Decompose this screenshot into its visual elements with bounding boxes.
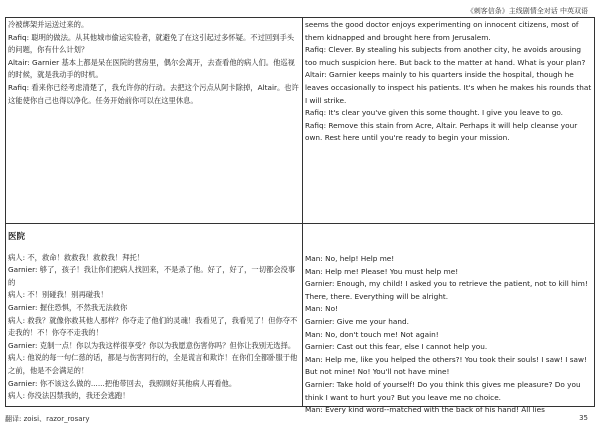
top-right-cell xyxy=(305,19,594,222)
line: 病人: 救我？就像你救其他人那样？你夺走了他们的灵魂！我看见了，我看见了！但你夺不走我的！不！你夺不走我的！ xyxy=(8,315,298,338)
top-left-cell xyxy=(8,19,300,222)
line: 病人: 不，救命！救救我！救救我！拜托！ xyxy=(8,252,145,262)
line: 冷被绑架并运送过来的。 xyxy=(8,20,89,29)
line: Garnier: Take hold of yourself! Do you think this gives me pleasure? Do you think I want to hurt you? But you leave me no choice. xyxy=(305,379,581,402)
line: 病人: 不！别碰我！别再碰我！ xyxy=(8,290,108,300)
row-divider xyxy=(6,223,594,224)
line: seems the good doctor enjoys experimenting on innocent citizens, most of them kidnapped and brought here from Jerusalem. xyxy=(305,20,579,42)
document-footer xyxy=(5,414,588,424)
title-spacer xyxy=(305,241,594,253)
line: Altair: Garnier keeps mainly to his quarters inside the hospital, though he leaves occasionally to inspect his patients. It's when he makes his rounds that I will strike. xyxy=(305,70,592,105)
line: Garnier: Enough, my child! I asked you to retrieve the patient, not to kill him! There, there. Everything will be alright. xyxy=(305,279,588,301)
line: Man: Help me, like you helped the others?! You took their souls! I saw! I saw! But not mine! No! You'll not have mine! xyxy=(305,354,587,377)
section-title: 医院 xyxy=(8,232,26,242)
line: Man: No, help! Help me! xyxy=(305,254,395,263)
line: Garnier: Give me your hand. xyxy=(305,316,409,326)
line: Rafiq: Clever. By stealing his subjects from another city, he avoids arousing too much suspicion here. But back to the matter at hand. What is your plan? xyxy=(305,45,586,67)
title-spacer xyxy=(305,225,594,241)
line: 病人: 他说的每一句仁慈的话，都是与伤害同行的，全是谎言和欺诈！在你们全都卧服于他之前，他是不会满足的！ xyxy=(8,353,298,375)
line: Garnier: 你不该这么做的......把他带回去，我照顾好其他病人再看他。 xyxy=(8,378,237,388)
page-number: 35 xyxy=(579,414,588,422)
translator-credit: 翻译: zoisi、razor_rosary xyxy=(5,415,90,423)
line: Rafiq: Remove this stain from Acre, Altair. Perhaps it will help cleanse your own. Rest here until you're ready to begin your mission. xyxy=(305,120,578,143)
dialogue-table xyxy=(5,17,595,415)
line: Garnier: 够了，孩子！我让你们把病人找回来，不是杀了他。好了，好了，一切都会没事的 xyxy=(8,265,296,287)
line: Man: Help me! Please! You must help me! xyxy=(305,266,459,276)
line: Garnier: 克制一点！你以为我这样很享受？你以为我愿意伤害你吗？但你让我别无选择。 xyxy=(8,340,296,350)
bottom-left-cell xyxy=(8,225,300,406)
line: Rafiq: 聪明的做法。从其他城市偷运实验者，就避免了在这引起过多怀疑。不过回到手头的问题，你有什么计划？ xyxy=(8,32,295,55)
bottom-right-cell xyxy=(305,225,594,415)
line: Rafiq: 看来你已经考虑清楚了，我允许你的行动。去把这个污点从阿卡除掉，Altair。也许这能使你自己也得以净化。任务开始前你可以在这里休息。 xyxy=(8,82,299,105)
line: Altair: Garnier 基本上都是呆在医院的营房里，偶尔会离开，去查看他的病人们。他巡视的时候，就是我动手的时机。 xyxy=(8,57,295,80)
line: Garnier: 握住恐惧，不然我无法救你 xyxy=(8,302,128,312)
line: Man: No, don't touch me! Not again! xyxy=(305,329,439,339)
line: 病人: 你没法囚禁我的，我还会逃跑！ xyxy=(8,391,130,401)
document-header: 《刺客信条》主线剧情全对话 中英双语 xyxy=(466,7,588,15)
line: Rafiq: It's clear you've given this some thought. I give you leave to go. xyxy=(305,108,563,118)
line: Man: Every kind word--matched with the back of his hand! All lies xyxy=(305,405,545,415)
line: Man: No! xyxy=(305,304,339,314)
column-divider xyxy=(302,18,303,406)
line: Garnier: Cast out this fear, else I cannot help you. xyxy=(305,342,488,352)
